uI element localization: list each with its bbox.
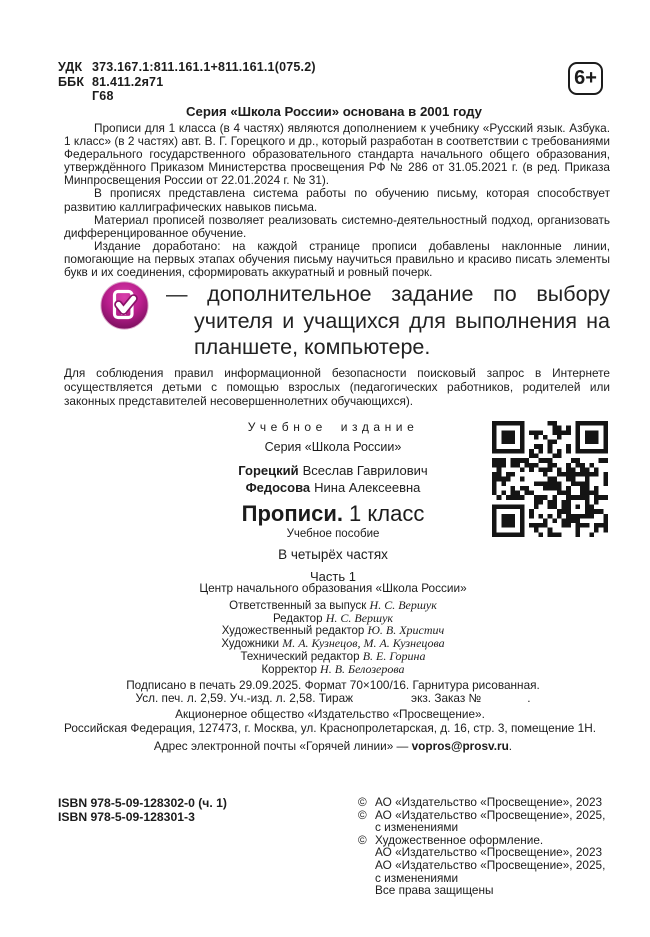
annotation-paragraph-4: Издание доработано: на каждой странице прописи добавлены наклонные линии, помогающие на первых этапах обучения письму научиться правильно и красиво писать элементы букв и их соединения, сформировать аккуратный и ровный почерк. xyxy=(64,238,610,280)
credit-name: В. Е. Горина xyxy=(362,648,426,663)
tablet-check-icon-svg xyxy=(100,281,149,330)
author-1-name: Всеслав Гаврилович xyxy=(302,463,428,478)
copyright-lines xyxy=(375,796,608,809)
annotation-paragraph-1: Прописи для 1 класса (в 4 частях) являются дополнением к учебнику «Русский язык. Азбука. 1 класс» (в 2 частях) авт. В. Г. Горецкого и др., который разработан в соответствии с требованиями Федерального государственного образовательного стандарта начального общего образования, утверждённого Приказом Министерства просвещения РФ № 286 от 31.05.2021 г. (в ред. Приказа Минпросвещения России от 22.01.2024 г. № 31). xyxy=(64,121,610,188)
edition-series: Серия «Школа России» xyxy=(264,440,402,454)
copyright-sign: © xyxy=(358,795,367,809)
qr-code xyxy=(492,421,608,537)
copyright-line: Художественное оформление. xyxy=(375,832,544,847)
isbn-set: ISBN 978-5-09-128301-3 xyxy=(58,810,195,824)
isbn-part: ISBN 978-5-09-128302-0 (ч. 1) xyxy=(58,796,227,810)
book-title-rest: 1 класс xyxy=(349,501,425,526)
bbk-value: 81.411.2я71 xyxy=(92,74,164,89)
copyright-sign: © xyxy=(358,832,367,847)
author-code: Г68 xyxy=(92,89,114,103)
copyright-line: АО «Издательство «Просвещение», 2023 xyxy=(375,845,603,860)
credits-block xyxy=(58,583,608,677)
credit-name: Ю. В. Христич xyxy=(367,623,445,638)
annotation-paragraph-3: Материал прописей позволяет реализовать системно-деятельностный подход, организовать дифференцированное обучение. xyxy=(64,212,610,240)
copyright-lines xyxy=(375,834,608,897)
publisher-address: Российская Федерация, 127473, г. Москва, ул. Краснопролетарская, д. 16, стр. 3, помещение 1Н. xyxy=(64,720,596,735)
copyright-line: с изменениями xyxy=(375,820,459,835)
annotation-paragraph-2: В прописях представлена система работы по обучению письму, которая способствует развитию каллиграфических навыков письма. xyxy=(64,186,610,214)
credit-name: Н. С. Вершук xyxy=(325,610,394,625)
copyright-lines xyxy=(375,809,608,834)
publisher-block xyxy=(30,708,630,735)
copyright-block xyxy=(358,796,608,897)
credit-label: Корректор xyxy=(261,663,317,676)
safety-note xyxy=(64,367,610,408)
book-subtitle: Учебное пособие xyxy=(286,528,380,540)
copyright-sign: © xyxy=(358,807,367,822)
udk-value: 373.167.1:811.161.1+811.161.1(075.2) xyxy=(92,60,316,74)
email-prefix: Адрес электронной почты «Горячей линии» — xyxy=(153,739,412,753)
udk-label: УДК xyxy=(58,60,83,74)
copyright-line: АО «Издательство «Просвещение», 2025, xyxy=(375,857,606,872)
bottom-block xyxy=(58,796,608,897)
copyright-entry-3 xyxy=(358,834,608,897)
tablet-check-icon xyxy=(100,281,149,330)
tablet-task-note xyxy=(58,281,610,361)
imprint-line-2-end: . xyxy=(527,691,531,705)
email-end: . xyxy=(508,739,513,753)
credit-name: Н. В. Белозерова xyxy=(320,661,405,676)
series-header: Серия «Школа России» основана в 2001 году xyxy=(185,104,483,119)
author-1-surname: Горецкий xyxy=(238,463,299,478)
isbn-block xyxy=(58,796,358,897)
annotation-block xyxy=(64,122,610,279)
imprint-zakaz-label: экз. Заказ № xyxy=(411,691,482,705)
copyright-line: с изменениями xyxy=(375,870,459,885)
imprint-line-2 xyxy=(58,692,608,705)
author-2-surname: Федосова xyxy=(245,480,311,495)
book-title-bold: Прописи. xyxy=(241,501,344,526)
credit-label: Редактор xyxy=(272,612,323,625)
bbk-label: ББК xyxy=(58,74,85,89)
credit-name: Н. С. Вершук xyxy=(369,597,437,612)
hotline-email-line xyxy=(58,739,608,753)
credit-label: Технический редактор xyxy=(240,650,360,663)
author-2-name: Нина Алексеевна xyxy=(314,480,421,495)
credit-row-artists xyxy=(58,638,608,651)
imprint-line-1: Подписано в печать 29.09.2025. Формат 70×100/16. Гарнитура рисованная. xyxy=(126,678,540,692)
email-address: vopros@prosv.ru xyxy=(411,739,509,753)
credit-row-proofreader xyxy=(58,661,608,677)
credits-center: Центр начального образования «Школа России» xyxy=(199,581,467,595)
bbk-row xyxy=(58,75,316,90)
credit-name: М. А. Кузнецов, М. А. Кузнецова xyxy=(282,636,445,651)
copyright-line: Все права защищены xyxy=(375,883,494,898)
credit-row-editor xyxy=(58,610,608,626)
book-part-number: Часть 1 xyxy=(310,569,356,584)
credit-label: Художественный редактор xyxy=(221,625,365,638)
book-parts: В четырёх частях xyxy=(278,547,388,562)
author-code-spacer xyxy=(58,89,92,104)
imprint-block xyxy=(58,679,608,705)
copyright-line: АО «Издательство «Просвещение», 2025, xyxy=(375,807,606,822)
classification-block xyxy=(58,60,316,104)
copyright-line: АО «Издательство «Просвещение», 2023 xyxy=(375,795,603,809)
publisher-name: Акционерное общество «Издательство «Просвещение». xyxy=(175,707,485,721)
imprint-tirazh-prefix: Усл. печ. л. 2,59. Уч.-изд. л. 2,58. Тираж xyxy=(135,691,354,705)
credit-label: Ответственный за выпуск xyxy=(229,599,367,612)
age-rating-badge: 6+ xyxy=(568,62,603,95)
copyright-entry-1 xyxy=(358,796,608,809)
credit-label: Художники xyxy=(221,638,280,651)
safety-note-text: Для соблюдения правил информационной безопасности поисковый запрос в Интернете осуществляется детьми с помощью взрослых (педагогических работников, родителей или законных представителей несовершеннолетних обучающихся). xyxy=(64,366,610,408)
tablet-note-text: — дополнительное задание по выбору учителя и учащихся для выполнения на планшете, компьютере. xyxy=(166,282,610,359)
copyright-entry-2 xyxy=(358,809,608,834)
udk-row xyxy=(58,60,316,75)
edition-type: Учебное издание xyxy=(247,420,419,434)
author-code-row xyxy=(58,89,316,104)
